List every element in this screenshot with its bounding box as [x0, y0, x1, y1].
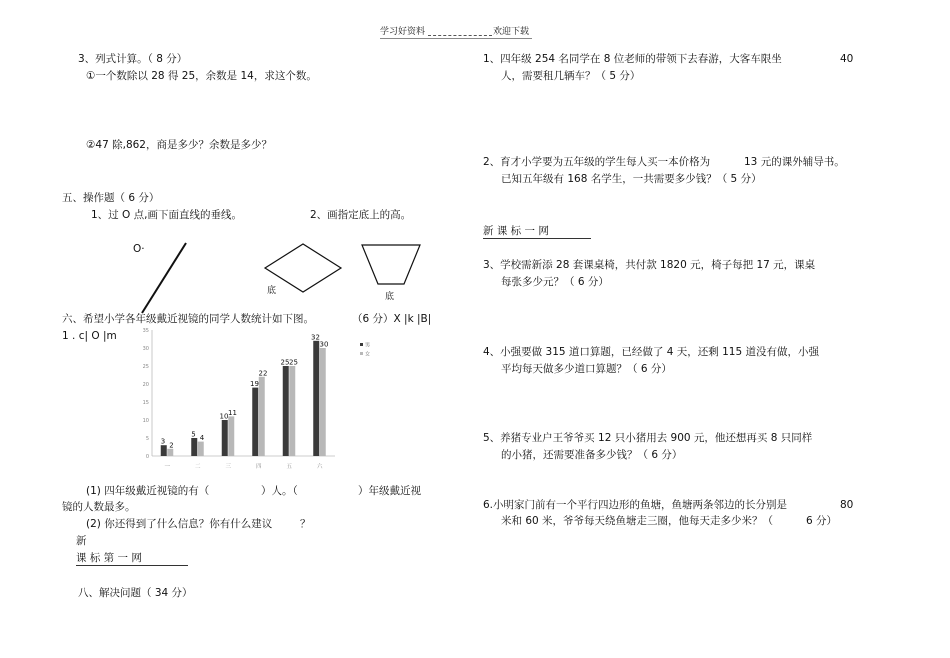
y-tick-label: 10	[142, 418, 149, 424]
problem6-number: 80	[840, 499, 854, 511]
problem4-line1: 4、小强要做 315 道口算题，已经做了 4 天，还剩 115 道没有做，小强	[483, 346, 819, 358]
section5-title: 五、操作题（ 6 分）	[62, 192, 160, 204]
problem5-line2: 的小猪，还需要准备多少钱？（ 6 分）	[501, 449, 683, 461]
bar-data-label: 25	[289, 358, 298, 367]
section5-q2: 2、画指定底上的高。	[310, 209, 412, 221]
base-label-trapezoid: 底	[385, 292, 395, 302]
problem6-score: 6 分）	[806, 515, 838, 527]
bar-data-label: 2	[169, 441, 174, 450]
bar-data-label: 3	[160, 437, 166, 446]
q3-item-1: ①一个数除以 28 得 25，余数是 14，求这个数。	[86, 70, 317, 82]
section6-score: （6 分）X |k |B|	[352, 313, 432, 325]
problem1-number: 40	[840, 53, 854, 65]
bar-boys	[252, 388, 258, 456]
problem1-line1: 1、四年级 254 名同学在 8 位老师的带领下去春游，大客车限坐	[483, 53, 782, 65]
bar-girls	[289, 366, 295, 456]
q6-1-part-c: ）年级戴近视	[358, 485, 421, 497]
problem5-line1: 5、养猪专业户王爷爷买 12 只小猪用去 900 元，他还想再买 8 只同样	[483, 432, 813, 444]
myopia-bar-chart	[138, 322, 378, 478]
problem2-price: 13 元的课外辅导书。	[744, 156, 845, 168]
y-tick-label: 5	[145, 436, 149, 442]
bar-data-label: 30	[319, 340, 329, 349]
point-o-label: O·	[133, 243, 145, 255]
legend-swatch	[360, 343, 363, 346]
bar-girls	[167, 449, 173, 456]
legend-label: 男	[365, 342, 371, 349]
x-tick-label: 二	[194, 464, 201, 470]
bar-girls	[198, 442, 204, 456]
bar-girls	[320, 348, 326, 456]
section6-noise: 1 . c| O |m	[62, 330, 117, 342]
x-tick-label: 一	[164, 464, 171, 470]
q6-1-part-d: 镜的人数最多。	[62, 501, 136, 513]
y-tick-label: 35	[142, 328, 149, 334]
section5-q1: 1、过 O 点,画下面直线的垂线。	[91, 209, 242, 221]
bar-boys	[313, 341, 319, 456]
bar-boys	[161, 445, 167, 456]
bar-data-label: 10	[219, 412, 229, 421]
problem2-line2: 已知五年级有 168 名学生，一共需要多少钱？（ 5 分）	[501, 173, 762, 185]
bar-data-label: 25	[280, 358, 290, 367]
slanted-line	[142, 243, 186, 313]
bar-data-label: 19	[250, 380, 259, 389]
problem2-line1: 2、育才小学要为五年级的学生每人买一本价格为	[483, 156, 711, 168]
q6-2-mark: ？	[300, 518, 311, 530]
watermark-right: 新 课 标 一 网	[483, 224, 591, 239]
bar-data-label: 11	[228, 408, 237, 417]
header-right: 欢迎下载	[493, 27, 530, 37]
problem1-line2: 人，需要租几辆车？（ 5 分）	[501, 70, 641, 82]
bar-data-label: 22	[258, 369, 268, 378]
q6-2-question: (2) 你还得到了什么信息？你有什么建议	[86, 518, 273, 530]
bar-boys	[222, 420, 228, 456]
legend-swatch	[360, 352, 363, 355]
q6-1-part-a: (1) 四年级戴近视镜的有（	[86, 485, 210, 497]
problem6-line1: 6.小明家门前有一个平行四边形的鱼塘，鱼塘两条邻边的长分别是	[483, 499, 788, 511]
problem3-line2: 每张多少元？（ 6 分）	[501, 276, 609, 288]
section8-title: 八、解决问题（ 34 分）	[78, 587, 193, 599]
base-label-rhombus: 底	[267, 286, 277, 296]
y-tick-label: 30	[142, 346, 149, 352]
bar-girls	[228, 416, 234, 456]
x-tick-label: 五	[286, 464, 293, 470]
bar-boys	[191, 438, 197, 456]
q3-title: 3、列式计算。（ 8 分）	[78, 53, 188, 65]
y-tick-label: 15	[142, 400, 149, 406]
q6-1-part-b: ）人。（	[261, 485, 298, 497]
header-left: 学习好资料	[380, 27, 426, 37]
y-tick-label: 25	[142, 364, 149, 370]
y-tick-label: 0	[145, 454, 149, 460]
rhombus-shape	[265, 244, 341, 292]
section6-title: 六、希望小学各年级戴近视镜的同学人数统计如下图。	[62, 313, 314, 325]
problem6-line2: 米和 60 米，爷爷每天绕鱼塘走三圈，他每天走多少米？（	[501, 515, 774, 527]
trapezoid-shape	[362, 245, 420, 284]
xin-char: 新	[76, 535, 87, 547]
watermark-left: 课 标 第 一 网	[76, 551, 188, 566]
bar-boys	[283, 366, 289, 456]
bar-data-label: 4	[199, 434, 205, 443]
problem3-line1: 3、学校需新添 28 套课桌椅，共付款 1820 元，椅子每把 17 元，课桌	[483, 259, 816, 271]
legend-label: 女	[365, 351, 371, 358]
x-tick-label: 四	[255, 464, 262, 470]
problem4-line2: 平均每天做多少道口算题？（ 6 分）	[501, 363, 672, 375]
x-tick-label: 六	[316, 464, 323, 470]
bar-data-label: 5	[191, 430, 196, 439]
x-tick-label: 三	[225, 464, 232, 470]
bar-data-label: 32	[311, 333, 320, 342]
y-tick-label: 20	[142, 382, 149, 388]
bar-girls	[259, 377, 265, 456]
q3-item-2: ②47 除,862，商是多少？余数是多少？	[86, 139, 272, 151]
